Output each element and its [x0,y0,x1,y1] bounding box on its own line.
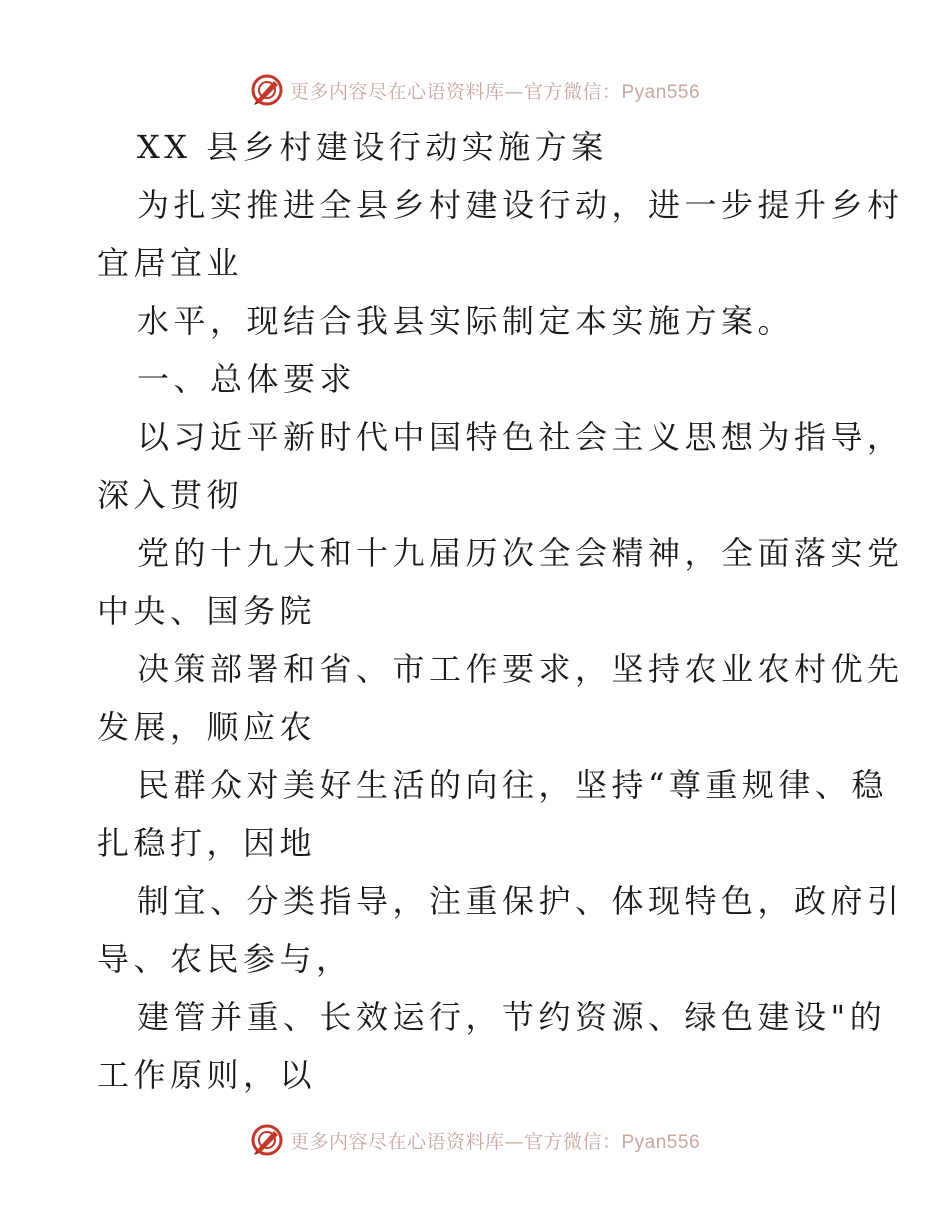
paragraph-line: 导、农民参与， [97,940,353,978]
pen-logo-icon [250,73,284,107]
paragraph-line: 发展，顺应农 [97,708,317,746]
watermark-footer [0,1120,950,1160]
paragraph-line: 中央、国务院 [97,592,317,630]
paragraph-line: 决策部署和省、市工作要求，坚持农业农村优先 [137,650,904,688]
paragraph-line: 党的十九大和十九届历次全会精神，全面落实党 [137,534,904,572]
paragraph-line: 以习近平新时代中国特色社会主义思想为指导， [137,418,904,456]
paragraph-line: 制宜、分类指导，注重保护、体现特色，政府引 [137,882,904,920]
paragraph-line: 水平，现结合我县实际制定本实施方案。 [137,302,795,340]
document-title: XX 县乡村建设行动实施方案 [137,128,608,166]
paragraph-line: 建管并重、长效运行，节约资源、绿色建设"的 [137,998,887,1036]
paragraph-line: 民群众对美好生活的向往，坚持“尊重规律、稳 [137,766,888,804]
paragraph-line: 宜居宜业 [97,244,244,282]
watermark-text: 更多内容尽在心语资料库—官方微信：Pyan556 [289,80,701,103]
paragraph-line: 工作原则，以 [97,1056,317,1094]
section-heading: 一、总体要求 [137,360,357,398]
paragraph-line: 为扎实推进全县乡村建设行动，进一步提升乡村 [137,186,904,224]
paragraph-line: 深入贯彻 [97,476,244,514]
watermark-text: 更多内容尽在心语资料库—官方微信：Pyan556 [289,1130,701,1153]
document-body [97,118,904,1104]
watermark-header [0,70,950,110]
pen-logo-icon [250,1123,284,1157]
paragraph-line: 扎稳打，因地 [97,824,317,862]
